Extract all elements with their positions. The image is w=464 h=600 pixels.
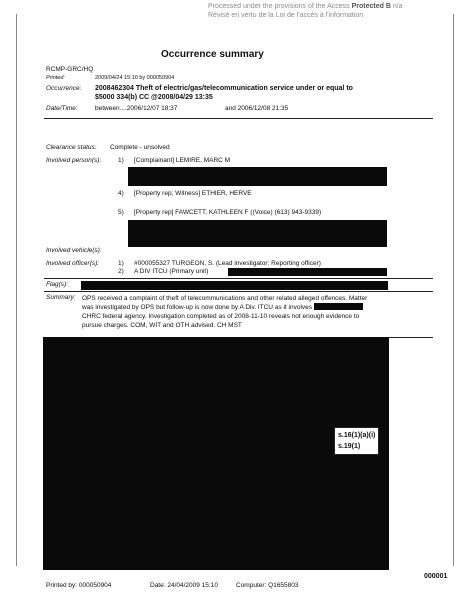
header-divider (44, 118, 433, 119)
datetime-between: between....2006/12/07 18:37 (95, 105, 178, 112)
summary-text: OPS received a complaint of theft of telecommunications and other related alleged offences. Matter was investigated by OPS but follow-up is now done by A Div. ITCU as it involves CHRC federal agency. Investigation completed as of 2008-11-10 reveals not enough evidence to pursue charges. COM, WIT and OTH advised. CH MST (82, 295, 368, 329)
datetime-and: and 2006/12/08 21:35 (225, 105, 289, 112)
redaction-block (81, 281, 388, 290)
flags-label: Flag(s): (46, 281, 69, 288)
footer-printed-by: Printed by: 000050904 (46, 582, 112, 589)
person-5-number: 5) (118, 209, 124, 216)
redaction-block (128, 220, 387, 247)
person-1-number: 1) (118, 157, 124, 164)
flags-bottom-divider (44, 291, 433, 292)
printed-label: Printed: (46, 75, 65, 81)
persons-label: Involved person(s): (46, 157, 102, 164)
page-number: 000001 (424, 573, 448, 580)
occurrence-line-2: $5000 334(b) CC @2008/04/29 13:35 (95, 94, 213, 101)
summary-label: Summary: (46, 294, 76, 301)
vehicles-label: Involved vehicle(s): (46, 247, 102, 254)
printed-value: 2009/04/24 15:10 by 000050904 (95, 75, 175, 81)
redaction-block (314, 303, 363, 310)
exemption-note (334, 427, 379, 455)
document-title: Occurrence summary (161, 49, 264, 60)
officers-label: Involved officer(s): (46, 260, 100, 267)
footer-date: Date: 24/04/2009 15:10 (150, 582, 218, 589)
access-stamp-line-1: Processed under the provisions of the Access Protected B n/a (208, 3, 403, 10)
officer-1-text: #000055327 TURGEON, S. (Lead investigator; Reporting officer) (134, 260, 321, 267)
clearance-value: Complete - unsolved (110, 144, 170, 151)
exemption-code: s.19(1) (338, 443, 361, 450)
person-4-text: [Property rep; Witness] ETHIER, HERVE (134, 190, 252, 197)
occurrence-label: Occurrence: (46, 85, 82, 92)
datetime-label: Date/Time: (46, 105, 78, 112)
clearance-label: Clearance status: (46, 144, 97, 151)
occurrence-line-1: 2008462304 Theft of electric/gas/telecommunication service under or equal to (95, 85, 353, 92)
exemption-code: s.16(1)(a)(i) (338, 432, 376, 439)
person-5-text: [Property rep] FAWCETT, KATHLEEN F ((Voice) (613) 943-9339) (134, 209, 322, 216)
flags-top-divider (44, 278, 433, 279)
org-name: RCMP-GRC/HQ (46, 66, 94, 73)
redaction-block (128, 167, 387, 186)
footer-computer: Computer: Q1655803 (236, 582, 299, 589)
officer-2-number: 2) (118, 268, 124, 275)
access-stamp-line-2: Révisé en vertu de la Loi de l'accès à l'information (208, 12, 364, 19)
redaction-block (228, 268, 387, 276)
person-1-text: [Complainant] LEMIRE, MARC M (134, 157, 231, 164)
person-4-number: 4) (118, 190, 124, 197)
officer-2-text: A DIV ITCU (Primary unit) (134, 268, 209, 275)
officer-1-number: 1) (118, 260, 124, 267)
